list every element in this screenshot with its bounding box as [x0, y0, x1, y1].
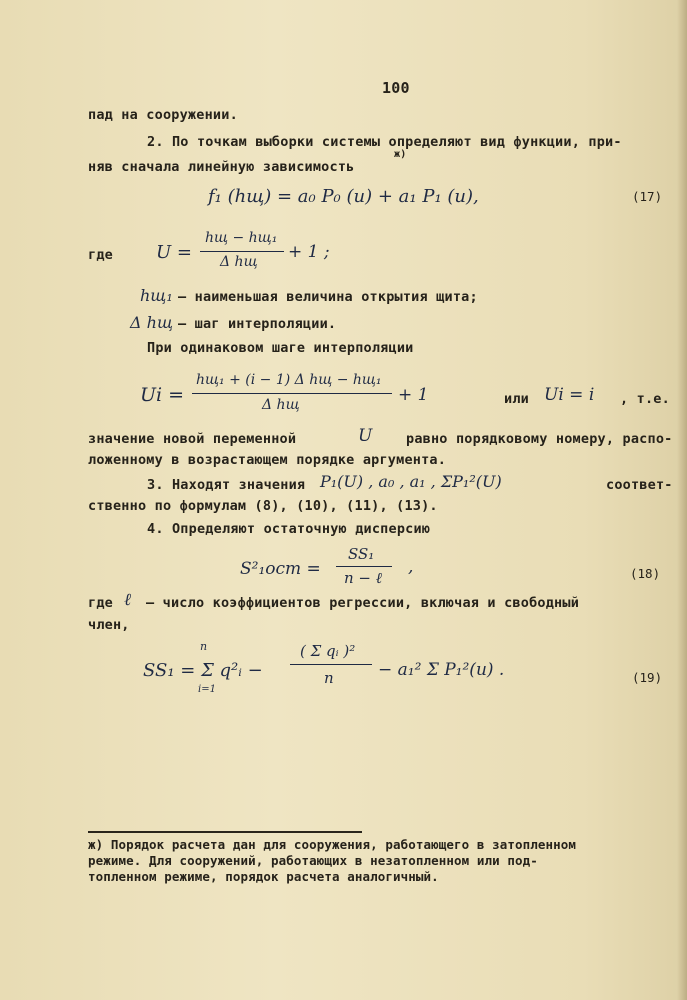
u-def-tail: + 1 ;: [288, 242, 330, 262]
eq18-denominator: n − ℓ: [344, 569, 383, 587]
page-edge-shadow: [677, 0, 687, 1000]
sum-upper-1: n: [200, 640, 208, 653]
u-def-denominator: Δ hщ: [220, 254, 258, 270]
equation-number-18: (18): [630, 566, 661, 581]
text-line: 3. Находят значения: [147, 477, 306, 493]
fraction-line: [200, 251, 284, 252]
text-line: При одинаковом шаге интерполяции: [147, 340, 414, 356]
fraction-line: [290, 664, 372, 665]
eq18-numerator: SS₁: [348, 545, 375, 563]
text-line: няв сначала линейную зависимость: [88, 159, 355, 175]
text-line: 2. По точкам выборки системы определяют вид функции, при-: [147, 134, 622, 150]
equation-number-17: (17): [632, 189, 663, 204]
page-number: 100: [382, 79, 410, 97]
eq19-denominator: n: [324, 669, 334, 687]
ui-denominator: Δ hщ: [262, 397, 300, 413]
sum-lower-1: i=1: [198, 684, 216, 695]
ui-tail: + 1: [398, 385, 429, 405]
ui-equals-i: Ui = i: [544, 385, 595, 405]
symbol-h1: hщ₁: [140, 286, 173, 305]
text-where: где: [88, 247, 113, 263]
text-line: соответ-: [606, 477, 673, 493]
footnote-line: топленном режиме, порядок расчета аналогичный.: [88, 869, 439, 884]
eq19-tail: − a₁² Σ P₁²(u) .: [378, 660, 505, 680]
eq18-tail: ,: [408, 557, 414, 577]
footnote-line: ж) Порядок расчета дан для сооружения, работающего в затопленном: [88, 837, 577, 852]
eq19-numerator: ( Σ qᵢ )²: [300, 642, 356, 660]
u-def-numerator: hщ − hщ₁: [205, 230, 278, 246]
text-line: член,: [88, 617, 130, 633]
symbol-u: U: [358, 426, 373, 446]
text-line: ственно по формулам (8), (10), (11), (13).: [88, 498, 438, 514]
symbol-ell: ℓ: [124, 590, 132, 610]
text-ie: , т.е.: [620, 391, 670, 407]
text-or: или: [504, 391, 529, 407]
symbol-dh: Δ hщ: [130, 313, 173, 332]
text-line: равно порядковому номеру, распо-: [406, 431, 673, 447]
text-line: ложенному в возрастающем порядке аргумента.: [88, 452, 447, 468]
equation-17: f₁ (hщ) = a₀ P₀ (u) + a₁ P₁ (u),: [208, 186, 479, 207]
text-line: – наименьшая величина открытия щита;: [178, 289, 478, 305]
u-def-lhs: U =: [156, 242, 192, 263]
fraction-line: [192, 393, 392, 394]
footnote-marker: ж): [394, 149, 407, 160]
eq19-lhs: SS₁ = Σ q²ᵢ −: [143, 660, 263, 681]
ui-numerator: hщ₁ + (i − 1) Δ hщ − hщ₁: [196, 372, 382, 388]
text-where: где: [88, 595, 113, 611]
text-line: – шаг интерполяции.: [178, 316, 337, 332]
text-line: 4. Определяют остаточную дисперсию: [147, 521, 431, 537]
text-line: значение новой переменной: [88, 431, 297, 447]
footnote-line: режиме. Для сооружений, работающих в незатопленном или под-: [88, 853, 538, 868]
footnote-rule: [88, 831, 362, 833]
text-line: пад на сооружении.: [88, 107, 238, 123]
find-values: P₁(U) , a₀ , a₁ , ΣP₁²(U): [320, 472, 502, 491]
text-line: – число коэффициентов регрессии, включая и свободный: [146, 595, 580, 611]
equation-number-19: (19): [632, 670, 663, 685]
eq18-lhs: S²₁ост =: [240, 559, 321, 579]
ui-lhs: Ui =: [140, 384, 185, 406]
fraction-line: [336, 566, 392, 567]
